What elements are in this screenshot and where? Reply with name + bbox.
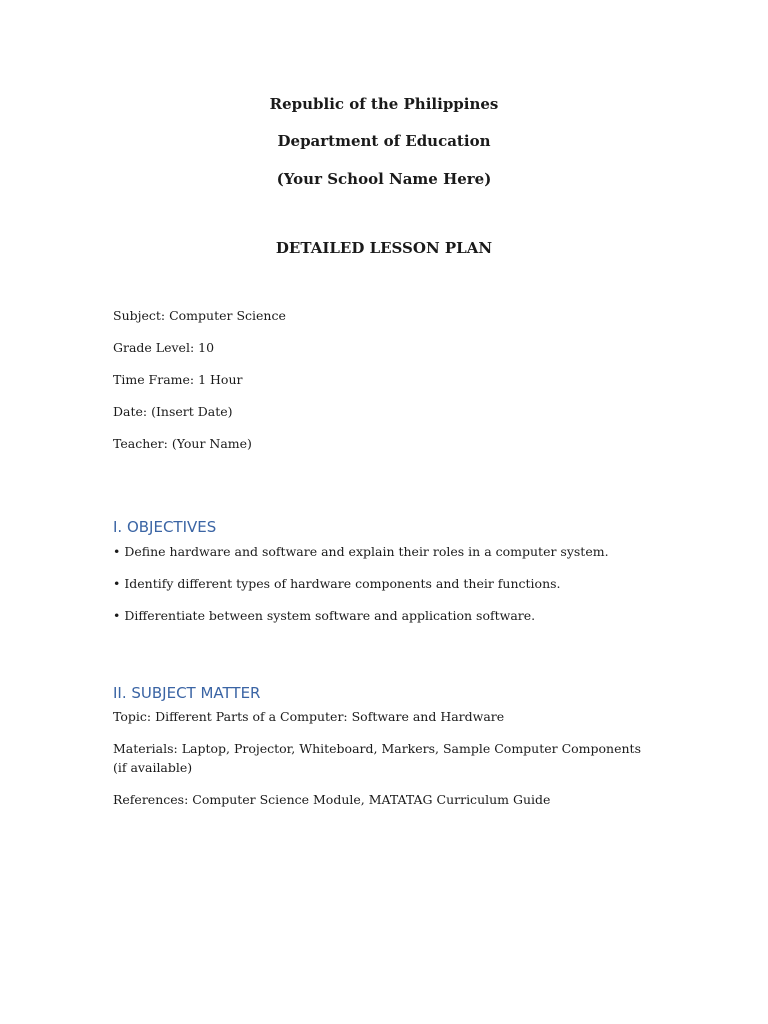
objectives-heading: I. OBJECTIVES — [113, 518, 217, 536]
objective-item: • Identify different types of hardware components and their functions. — [113, 576, 561, 591]
objective-item: • Define hardware and software and explain their roles in a computer system. — [113, 544, 609, 559]
subject-matter-references: References: Computer Science Module, MATATAG Curriculum Guide — [113, 792, 551, 807]
info-subject: Subject: Computer Science — [113, 308, 286, 323]
info-teacher: Teacher: (Your Name) — [113, 436, 252, 451]
document-title: DETAILED LESSON PLAN — [275, 239, 493, 257]
subject-matter-materials: Materials: Laptop, Projector, Whiteboard, Markers, Sample Computer Components (if available) — [113, 741, 641, 775]
header-country: Republic of the Philippines — [269, 95, 499, 113]
header-school-name: (Your School Name Here) — [276, 170, 492, 188]
subject-matter-heading: II. SUBJECT MATTER — [113, 684, 261, 702]
info-grade-level: Grade Level: 10 — [113, 340, 215, 355]
objective-item: • Differentiate between system software and application software. — [113, 608, 536, 623]
info-time-frame: Time Frame: 1 Hour — [113, 372, 243, 387]
header-department: Department of Education — [277, 132, 491, 150]
info-date: Date: (Insert Date) — [113, 404, 233, 419]
subject-matter-topic: Topic: Different Parts of a Computer: Software and Hardware — [113, 709, 505, 724]
